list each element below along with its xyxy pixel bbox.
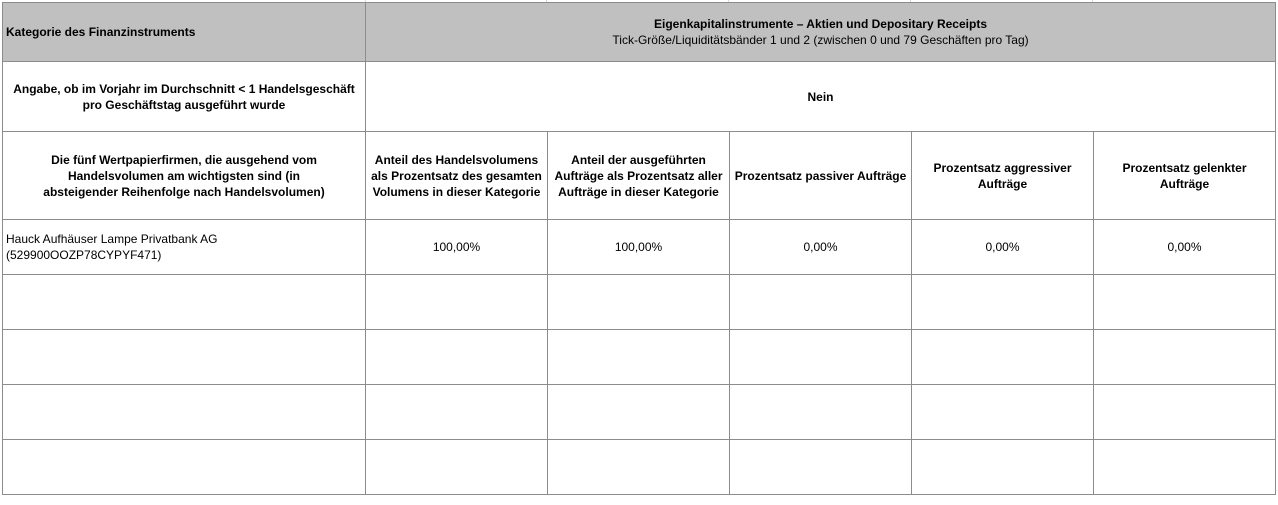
- header-row: [3, 3, 1276, 62]
- empty-cell: [366, 385, 548, 440]
- empty-cell: [3, 440, 366, 495]
- category-label: Kategorie des Finanzinstruments: [3, 3, 366, 62]
- empty-cell: [3, 385, 366, 440]
- empty-cell: [366, 275, 548, 330]
- empty-cell: [366, 330, 548, 385]
- passive-value: 0,00%: [730, 220, 912, 275]
- col-header-volume-share: Anteil des Handelsvolumens als Prozentsatz des gesamten Volumens in dieser Kategorie: [366, 132, 548, 220]
- col-header-aggressive: Prozentsatz aggressiver Aufträge: [912, 132, 1094, 220]
- col-header-firms: Die fünf Wertpapierfirmen, die ausgehend vom Handelsvolumen am wichtigsten sind (in absteigender Reihenfolge nach Handelsvolumen): [3, 132, 366, 220]
- instrument-title: Eigenkapitalinstrumente – Aktien und Depositary Receipts: [654, 17, 987, 31]
- empty-row: [3, 275, 1276, 330]
- empty-cell: [730, 440, 912, 495]
- avg-question-answer: Nein: [366, 62, 1276, 132]
- empty-cell: [3, 330, 366, 385]
- empty-cell: [912, 440, 1094, 495]
- instrument-subtitle: Tick-Größe/Liquiditätsbänder 1 und 2 (zwischen 0 und 79 Geschäften pro Tag): [612, 33, 1029, 47]
- aggressive-value: 0,00%: [912, 220, 1094, 275]
- column-header-row: [3, 132, 1276, 220]
- firm-lei: (529900OOZP78CYPYF471): [6, 248, 162, 262]
- empty-cell: [548, 275, 730, 330]
- empty-cell: [548, 330, 730, 385]
- firm-cell: [3, 220, 366, 275]
- firm-name: Hauck Aufhäuser Lampe Privatbank AG: [6, 232, 218, 246]
- col-header-directed: Prozentsatz gelenkter Aufträge: [1094, 132, 1276, 220]
- empty-row: [3, 385, 1276, 440]
- empty-cell: [548, 440, 730, 495]
- empty-cell: [730, 385, 912, 440]
- volume-share-value: 100,00%: [366, 220, 548, 275]
- empty-cell: [548, 385, 730, 440]
- empty-cell: [912, 385, 1094, 440]
- empty-row: [3, 440, 1276, 495]
- empty-cell: [366, 440, 548, 495]
- execution-quality-table: [2, 2, 1276, 495]
- empty-cell: [1094, 385, 1276, 440]
- table-row: [3, 220, 1276, 275]
- empty-cell: [1094, 275, 1276, 330]
- empty-cell: [912, 330, 1094, 385]
- empty-cell: [3, 275, 366, 330]
- empty-cell: [1094, 330, 1276, 385]
- instrument-header: [366, 3, 1276, 62]
- col-header-passive: Prozentsatz passiver Aufträge: [730, 132, 912, 220]
- avg-question-label: Angabe, ob im Vorjahr im Durchschnitt < 1 Handelsgeschäft pro Geschäftstag ausgeführt wurde: [3, 62, 366, 132]
- directed-value: 0,00%: [1094, 220, 1276, 275]
- empty-cell: [1094, 440, 1276, 495]
- empty-cell: [730, 275, 912, 330]
- empty-cell: [730, 330, 912, 385]
- orders-share-value: 100,00%: [548, 220, 730, 275]
- empty-row: [3, 330, 1276, 385]
- empty-cell: [912, 275, 1094, 330]
- col-header-orders-share: Anteil der ausgeführten Aufträge als Prozentsatz aller Aufträge in dieser Kategorie: [548, 132, 730, 220]
- avg-question-row: [3, 62, 1276, 132]
